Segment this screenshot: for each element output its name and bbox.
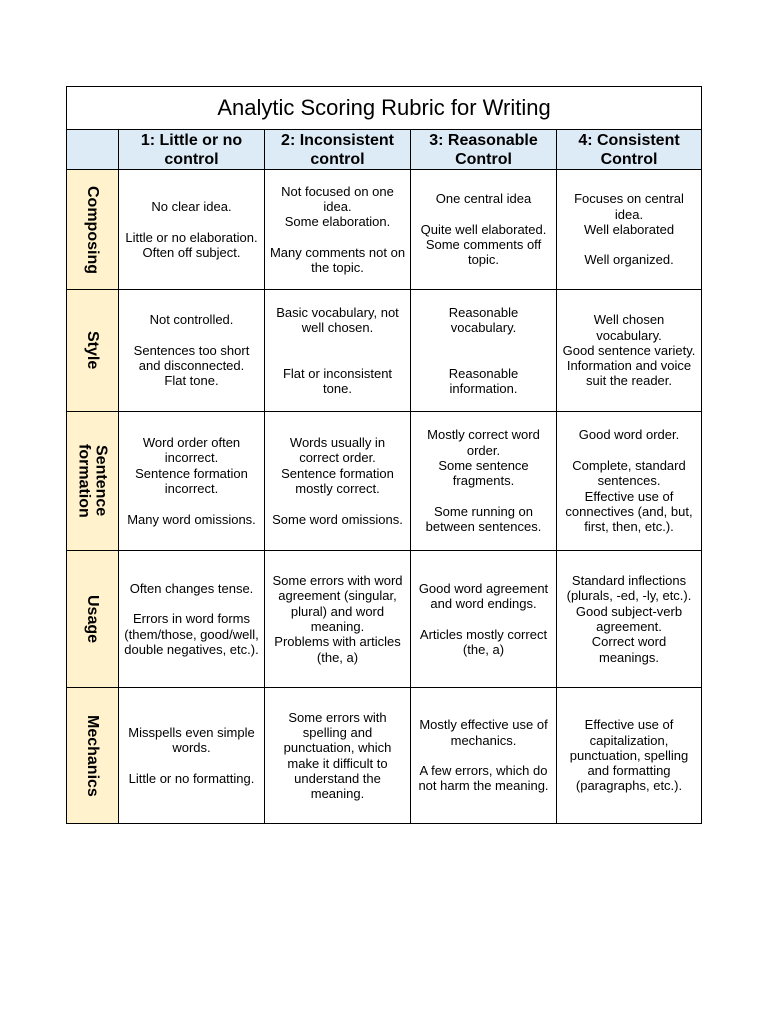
row-label: Mechanics <box>84 714 101 797</box>
table-cell: No clear idea. Little or no elaboration. Often off subject. <box>119 170 265 290</box>
row-header-mechanics <box>67 688 119 823</box>
column-header-3: 3: Reasonable Control <box>411 130 557 170</box>
table-corner <box>67 130 119 170</box>
table-cell: Good word agreement and word endings. Articles mostly correct (the, a) <box>411 551 557 688</box>
table-cell: Words usually in correct order. Sentence formation mostly correct. Some word omissions. <box>265 412 411 551</box>
table-cell: Word order often incorrect. Sentence formation incorrect. Many word omissions. <box>119 412 265 551</box>
row-label: Usage <box>84 594 101 644</box>
table-cell: One central idea Quite well elaborated. Some comments off topic. <box>411 170 557 290</box>
table-cell: Focuses on central idea. Well elaborated Well organized. <box>557 170 701 290</box>
table-cell: Not controlled. Sentences too short and disconnected. Flat tone. <box>119 290 265 412</box>
table-cell: Standard inflections (plurals, -ed, -ly, etc.). Good subject-verb agreement. Correct word meanings. <box>557 551 701 688</box>
table-cell: Some errors with word agreement (singular, plural) and word meaning. Problems with articles (the, a) <box>265 551 411 688</box>
column-header-2: 2: Inconsistent control <box>265 130 411 170</box>
column-header-4: 4: Consistent Control <box>557 130 701 170</box>
table-cell: Often changes tense. Errors in word forms (them/those, good/well, double negatives, etc.). <box>119 551 265 688</box>
row-header-composing <box>67 170 119 290</box>
rubric-table <box>66 86 702 824</box>
table-cell: Reasonable vocabulary. Reasonable information. <box>411 290 557 412</box>
row-label: Style <box>84 331 101 370</box>
table-cell: Effective use of capitalization, punctuation, spelling and formatting (paragraphs, etc.). <box>569 717 689 794</box>
table-cell: Mostly effective use of mechanics. A few errors, which do not harm the meaning. <box>411 688 557 823</box>
table-cell: Mostly correct word order. Some sentence fragments. Some running on between sentences. <box>411 412 557 551</box>
page-title: Analytic Scoring Rubric for Writing <box>67 87 701 130</box>
table-cell: Good word order. Complete, standard sentences. Effective use of connectives (and, but, first, then, etc.). <box>557 412 701 551</box>
column-header-1: 1: Little or no control <box>119 130 265 170</box>
table-cell: Not focused on one idea. Some elaboration. Many comments not on the topic. <box>265 170 411 290</box>
row-label: Sentence formation <box>75 444 110 518</box>
row-label: Composing <box>84 185 101 274</box>
row-header-sentence-formation <box>67 412 119 551</box>
table-cell: Well chosen vocabulary. Good sentence variety. Information and voice suit the reader. <box>557 290 701 412</box>
row-header-style <box>67 290 119 412</box>
table-cell: Basic vocabulary, not well chosen. Flat or inconsistent tone. <box>265 290 411 412</box>
row-header-usage <box>67 551 119 688</box>
table-cell: Misspells even simple words. Little or no formatting. <box>119 688 265 823</box>
table-cell: Some errors with spelling and punctuation, which make it difficult to understand the meaning. <box>265 688 411 823</box>
